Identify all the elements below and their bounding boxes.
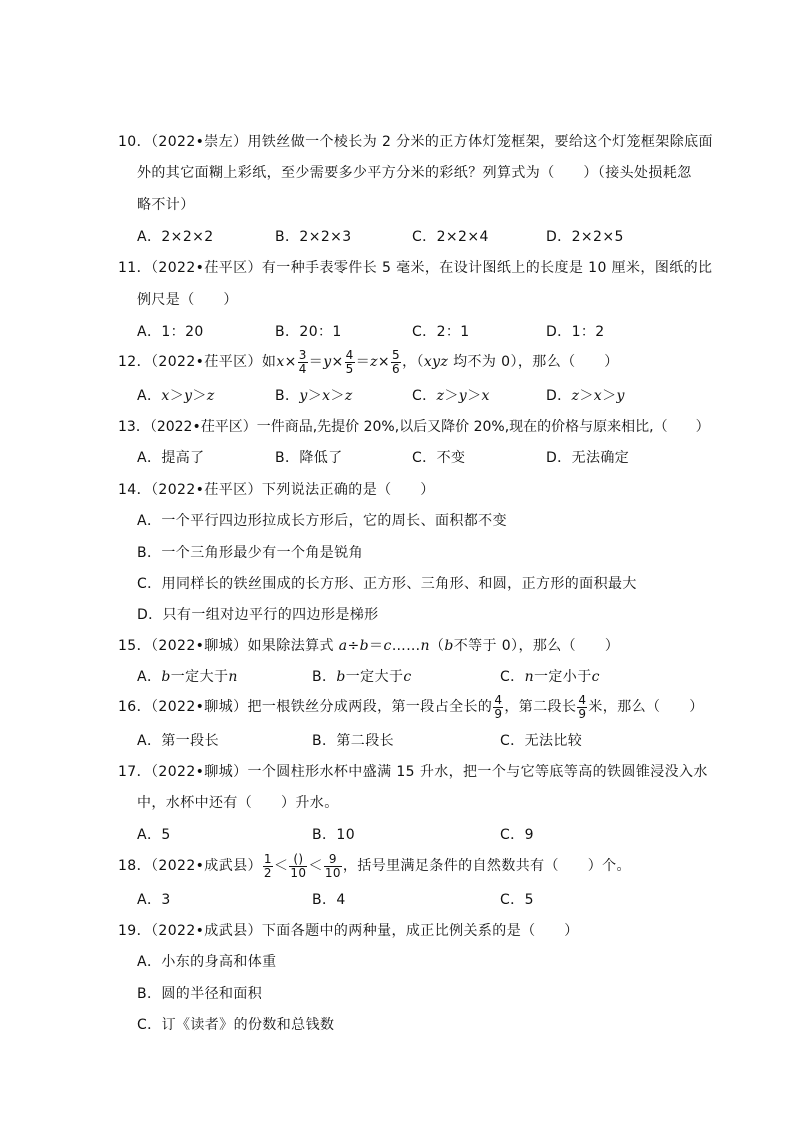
q16-fraction-2-num: 4 (578, 692, 587, 707)
q11-option-b: B．20：1 (275, 324, 342, 340)
q18-prefix: 18．（2022•成武县） (118, 858, 262, 874)
q11-option-d: D．1：2 (546, 324, 605, 340)
q12-var-x: x (276, 354, 285, 370)
q12-option-c-label: C． (412, 388, 437, 404)
q18-stem (118, 850, 631, 882)
q15-option-b-v2: c (403, 669, 412, 685)
q18-fraction-2-num: () (289, 853, 307, 867)
q10-line-2: 外的其它面糊上彩纸，至少需要多少平方分米的彩纸？列算式为（ ）（接头处损耗忽 (137, 165, 692, 181)
q12-option-c-gt2: ＞ (467, 388, 482, 404)
q11-option-a: A．1：20 (137, 324, 204, 340)
q15-var-b: b (359, 638, 370, 654)
q12-fraction-3-den: 6 (392, 361, 401, 376)
q12-fraction-2 (345, 349, 355, 376)
q16-option-b: B．第二段长 (312, 733, 395, 749)
q12-option-a-v1: x (161, 388, 170, 404)
q12-option-b-v2: x (322, 388, 331, 404)
q18-fraction-1-num: 1 (263, 851, 272, 866)
q14-option-a: A．一个平行四边形拉成长方形后，它的周长、面积都不变 (137, 513, 507, 529)
q16-stem (118, 692, 704, 722)
q15-prefix: 15．（2022•聊城）如果除法算式 (118, 638, 339, 654)
q18-option-a: A．3 (137, 892, 171, 908)
q18-suffix: ，括号里满足条件的自然数共有（ ）个。 (342, 858, 631, 874)
q12-times-2: × (331, 354, 344, 370)
q12-times-3: × (377, 354, 391, 370)
q15-dots: …… (391, 638, 421, 654)
q18-option-c: C．5 (500, 892, 534, 908)
q12-prefix: 12．（2022•茌平区）如 (118, 354, 277, 370)
q12-cond-1: ，（ (402, 354, 424, 370)
q15-option-a-v2: n (228, 669, 238, 685)
q12-option-a-label: A． (137, 388, 162, 404)
q12-fraction-1-den: 4 (298, 361, 307, 376)
q12-option-d-label: D． (546, 388, 572, 404)
q12-option-a-gt1: ＞ (169, 388, 185, 404)
q15-var-c: c (383, 638, 392, 654)
q11-line-2: 例尺是（ ） (137, 292, 238, 308)
q15-eq: ＝ (369, 638, 384, 654)
q12-option-a-v2: y (184, 388, 193, 404)
q15-option-c-label: C． (500, 669, 525, 685)
q12-eq-1: ＝ (308, 354, 324, 370)
q12-xyz: xyz (423, 354, 449, 370)
q12-fraction-2-num: 4 (345, 347, 354, 362)
q12-option-c-v3: x (481, 388, 490, 404)
q12-option-c-v1: z (436, 388, 445, 404)
q12-times-1: × (284, 354, 297, 370)
q15-option-b-v1: b (336, 669, 346, 685)
q18-fraction-2 (289, 853, 307, 880)
q10-option-a: A．2×2×2 (137, 229, 214, 245)
q19-line-1: 19．（2022•成武县）下面各题中的两种量，成正比例关系的是（ ） (118, 923, 579, 939)
q12-option-c-v2: y (458, 388, 468, 404)
q15-var-n: n (420, 638, 430, 654)
q12-cond-2: 均不为 0），那么（ ） (448, 354, 619, 370)
q12-option-d-v1: z (571, 388, 580, 404)
q10-option-b: B．2×2×3 (275, 229, 352, 245)
q10-line-1: 10．（2022•崇左）用铁丝做一个棱长为 2 分米的正方体灯笼框架，要给这个灯笼框架除底面 (118, 134, 713, 150)
q15-option-c-v1: n (524, 669, 534, 685)
q18-lt-2: ＜ (308, 858, 323, 874)
q13-option-a: A．提高了 (137, 450, 205, 466)
q12-option-b (275, 386, 353, 406)
q12-option-d-gt2: ＞ (602, 388, 617, 404)
q12-option-d (546, 386, 625, 406)
q15-option-c-text: 一定小于 (534, 669, 592, 685)
q12-option-a-gt2: ＞ (192, 388, 207, 404)
q10-option-d: D．2×2×5 (546, 229, 624, 245)
q12-eq-2: ＝ (355, 354, 371, 370)
q16-fraction-2-den: 9 (578, 706, 587, 721)
q18-option-b: B．4 (312, 892, 346, 908)
q12-fraction-1-num: 3 (298, 347, 307, 362)
q16-fraction-2 (577, 694, 587, 721)
q18-fraction-2-den: 10 (290, 865, 307, 880)
q16-option-a: A．第一段长 (137, 733, 219, 749)
q12-option-b-gt1: ＞ (307, 388, 323, 404)
q14-option-d: D．只有一组对边平行的四边形是梯形 (137, 607, 379, 623)
q12-fraction-1 (298, 349, 308, 376)
q14-option-c: C．用同样长的铁丝围成的长方形、正方形、三角形、和圆，正方形的面积最大 (137, 576, 637, 592)
q12-var-y: y (323, 354, 332, 370)
q15-option-a-text: 一定大于 (170, 669, 229, 685)
q17-line-1: 17．（2022•聊城）一个圆柱形水杯中盛满 15 升水，把一个与它等底等高的铁圆锥浸没入水 (118, 764, 708, 780)
q12-var-z: z (370, 354, 378, 370)
q16-prefix: 16．（2022•聊城）把一根铁丝分成两段，第一段占全长的 (118, 699, 493, 715)
q10-line-3: 略不计） (137, 197, 195, 213)
q17-option-a: A．5 (137, 827, 171, 843)
q12-option-b-v1: y (299, 388, 308, 404)
q12-option-a (137, 386, 215, 406)
q13-option-b: B．降低了 (275, 450, 343, 466)
q18-lt-1: ＜ (273, 858, 289, 874)
q17-line-2: 中，水杯中还有（ ）升水。 (137, 795, 339, 811)
q15-option-c-v2: c (591, 669, 600, 685)
q18-fraction-1 (263, 853, 273, 880)
q18-fraction-3-num: 9 (324, 853, 342, 867)
q15-option-b-text: 一定大于 (345, 669, 404, 685)
q17-option-c: C．9 (500, 827, 534, 843)
q12-stem (118, 347, 619, 377)
q16-fraction-1-num: 4 (494, 692, 503, 707)
q16-option-c: C．无法比较 (500, 733, 583, 749)
q15-var-a: a (338, 638, 348, 654)
q12-option-b-v3: z (344, 388, 353, 404)
q13-option-c: C．不变 (412, 450, 466, 466)
q14-line-1: 14．（2022•茌平区）下列说法正确的是（ ） (118, 482, 435, 498)
q12-option-d-v2: x (593, 388, 603, 404)
q15-cond: 不等于 0），那么（ ） (453, 638, 620, 654)
q12-option-d-gt1: ＞ (579, 388, 594, 404)
q15-option-c (500, 667, 600, 687)
q18-fraction-1-den: 2 (263, 865, 272, 880)
q19-option-c: C．订《读者》的份数和总钱数 (137, 1017, 335, 1033)
q12-option-a-v3: z (206, 388, 215, 404)
q16-mid: ，第二段长 (504, 699, 577, 715)
q12-fraction-2-den: 5 (345, 361, 354, 376)
q13-line-1: 13．（2022•茌平区）一件商品,先提价 20%,以后又降价 20%,现在的价格与原来相比,（ ） (118, 419, 710, 435)
q12-option-c-gt1: ＞ (444, 388, 459, 404)
q11-line-1: 11．（2022•茌平区）有一种手表零件长 5 毫米，在设计图纸上的长度是 10 厘米，图纸的比 (118, 260, 713, 276)
q12-fraction-3 (391, 349, 401, 376)
q15-stem (118, 636, 619, 656)
q16-fraction-1 (493, 694, 503, 721)
q15-option-b (312, 667, 412, 687)
q12-fraction-3-num: 5 (392, 347, 401, 362)
q12-option-b-gt2: ＞ (330, 388, 345, 404)
q13-option-d: D．无法确定 (546, 450, 630, 466)
q15-paren: （ (429, 638, 445, 654)
q12-option-b-label: B． (275, 388, 300, 404)
q12-option-d-v3: y (616, 388, 625, 404)
q16-fraction-1-den: 9 (494, 706, 503, 721)
q15-div: ÷ (347, 638, 360, 654)
q17-option-b: B．10 (312, 827, 356, 843)
q16-suffix: 米，那么（ ） (588, 699, 704, 715)
q15-option-a (137, 667, 238, 687)
q10-option-c: C．2×2×4 (412, 229, 489, 245)
q18-fraction-3 (324, 853, 342, 880)
q19-option-b: B．圆的半径和面积 (137, 986, 263, 1002)
q12-option-c (412, 386, 490, 406)
q15-var-b-2: b (444, 638, 454, 654)
q11-option-c: C．2：1 (412, 324, 470, 340)
q15-option-a-v1: b (161, 669, 171, 685)
q18-fraction-3-den: 10 (324, 865, 341, 880)
q14-option-b: B．一个三角形最少有一个角是锐角 (137, 545, 364, 561)
q15-option-a-label: A． (137, 669, 162, 685)
q15-option-b-label: B． (312, 669, 337, 685)
q19-option-a: A．小东的身高和体重 (137, 954, 277, 970)
